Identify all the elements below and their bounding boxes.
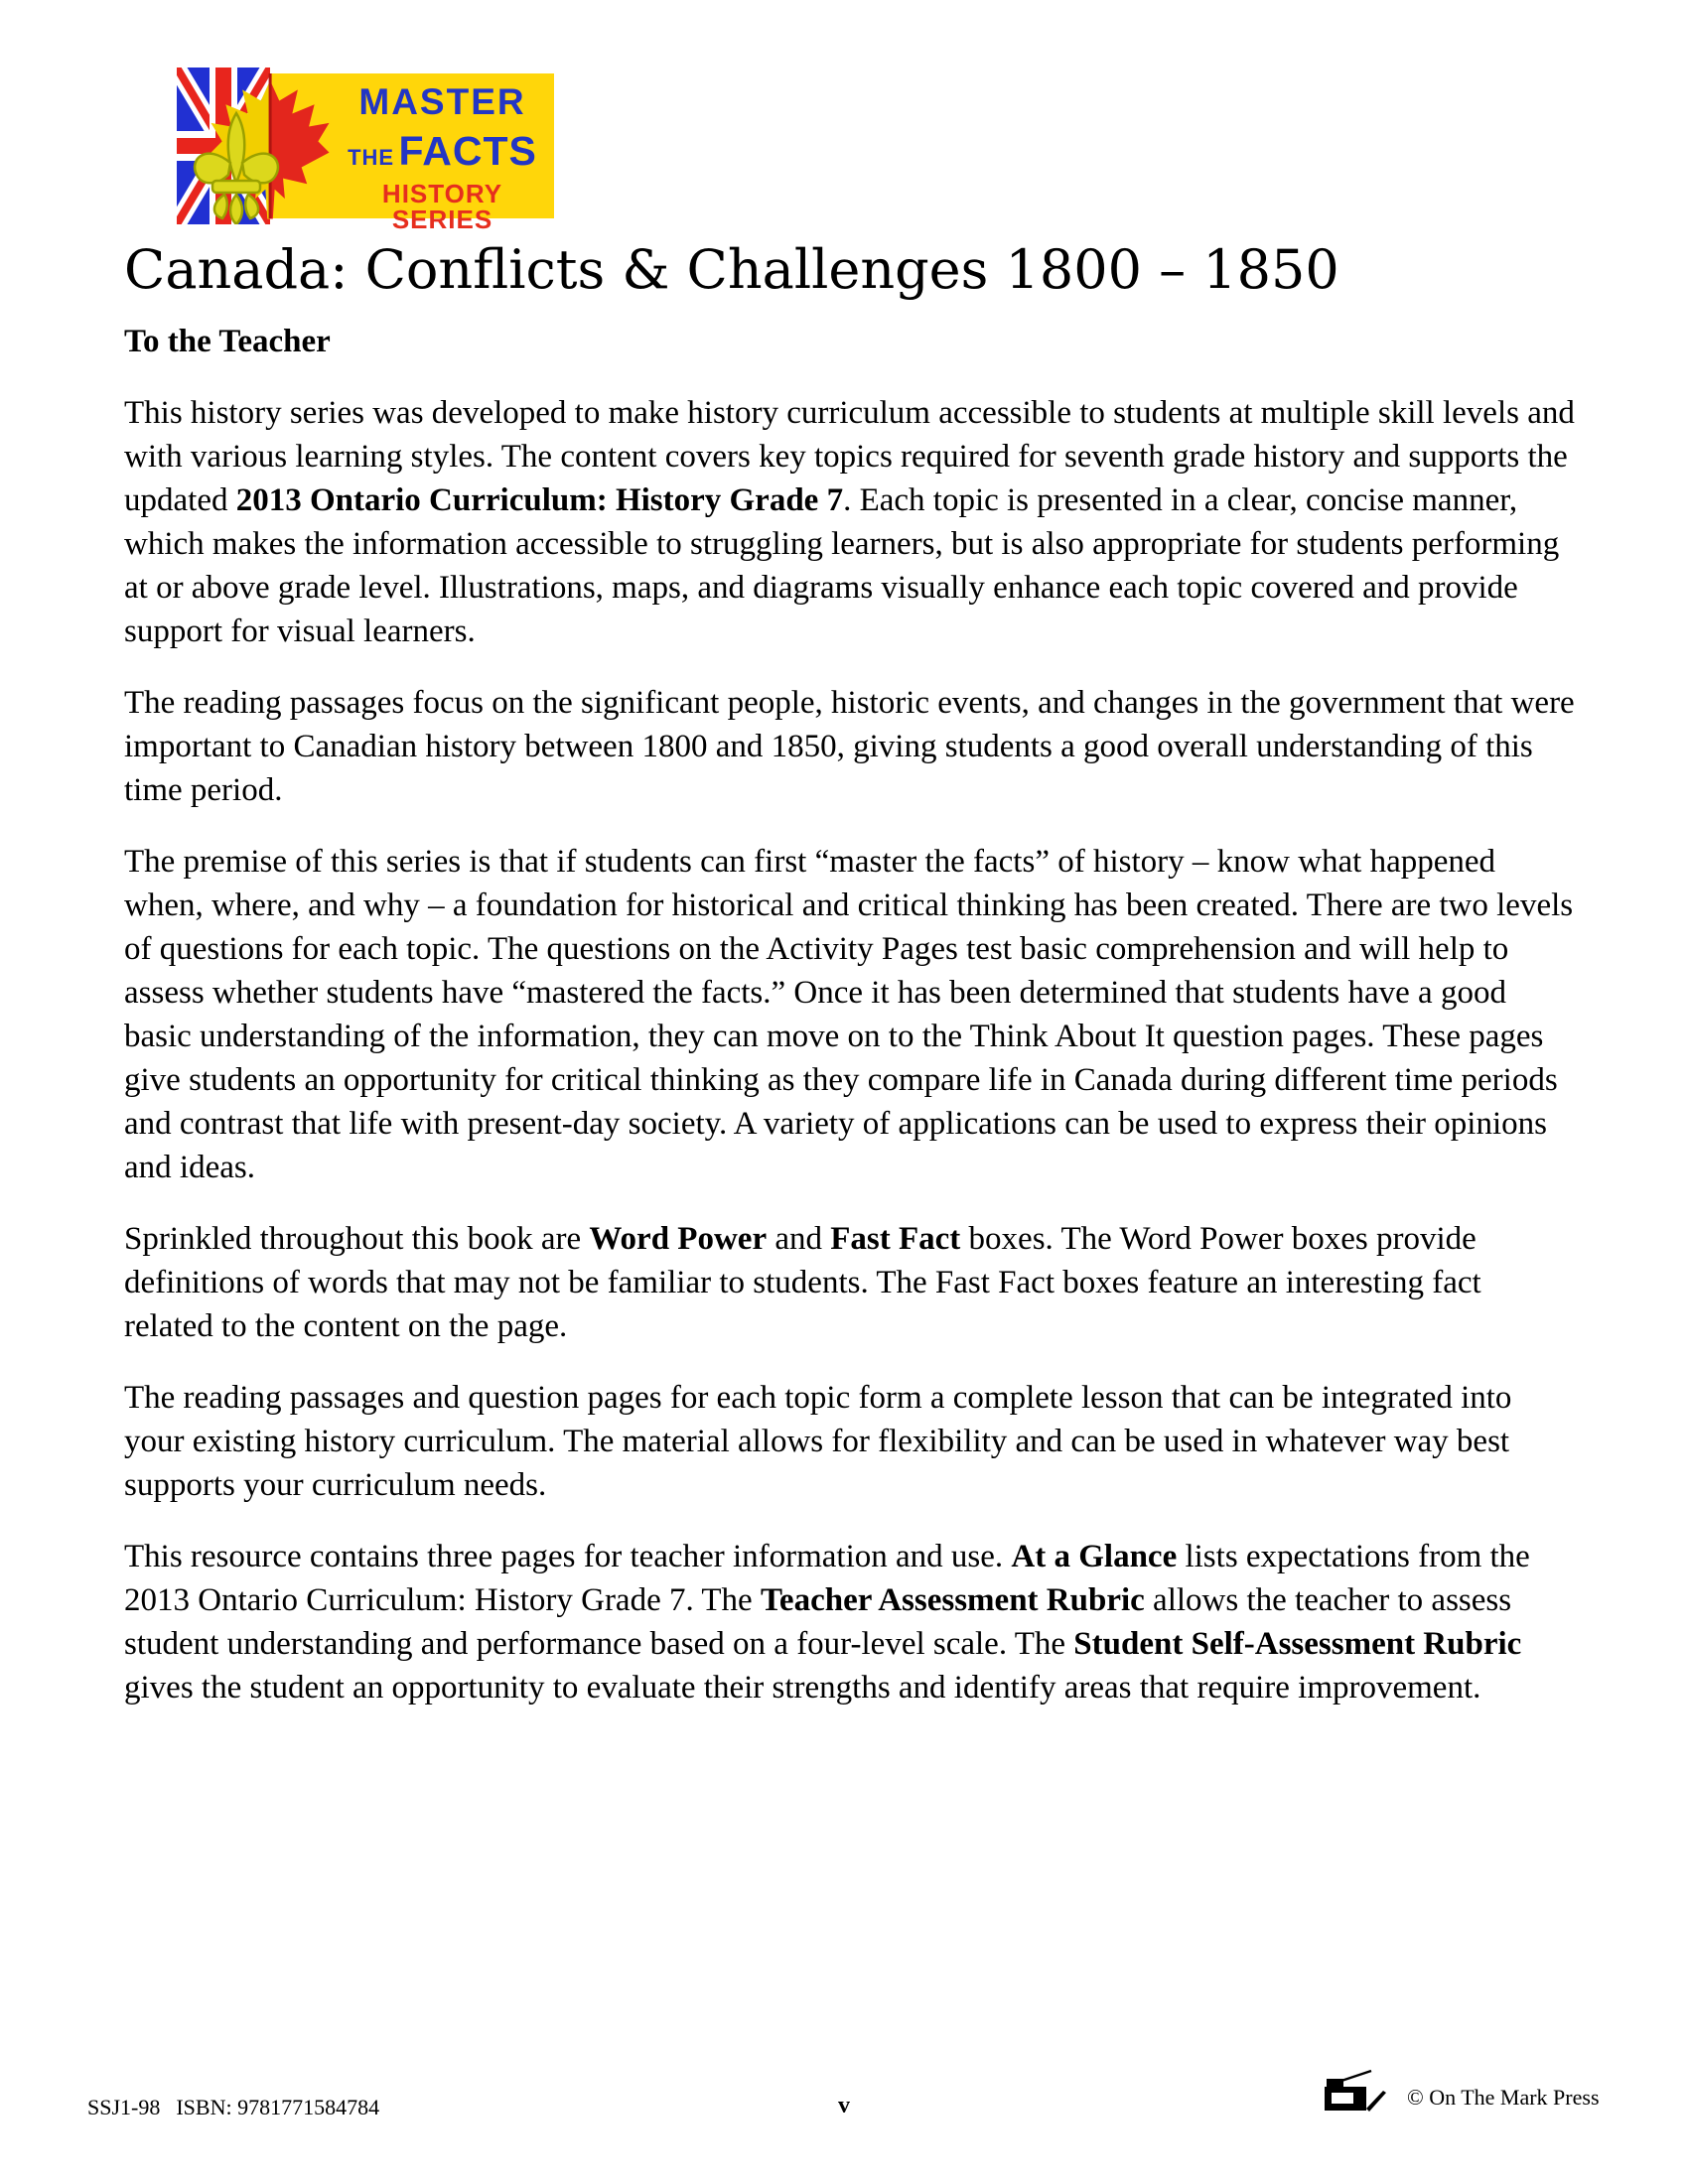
logo-wordmark (341, 77, 544, 232)
page-title: Canada: Conflicts & Challenges 1800 – 1850 (124, 238, 1339, 301)
master-the-facts-logo (177, 68, 554, 234)
section-heading: To the Teacher (124, 324, 331, 359)
body-text: allows the teacher to assess student understanding and performance based on a four-level scale. The (124, 1582, 1512, 1662)
body-text: . Each topic is presented in a clear, concise manner, which makes the information accessible to struggling learners, but is also appropriate for students performing at or above grade level. Illustrations, maps, and diagrams visually enhance each topic covered and provide support for visual learners. (124, 482, 1560, 649)
page-number: v (838, 2093, 850, 2118)
logo-line-master: MASTER (358, 81, 526, 122)
bold-text: 2013 Ontario Curriculum: History Grade 7 (235, 482, 844, 518)
paragraph (124, 1535, 1577, 1709)
paragraph (124, 840, 1577, 1189)
bold-text: Student Self-Assessment Rubric (1073, 1626, 1522, 1662)
body-text: The premise of this series is that if students can first “master the facts” of history – know what happened when, where, and why – a foundation for historical and critical thinking has been created. There are two levels of questions for each topic. The questions on the Activity Pages test basic comprehension and will help to assess whether students have “mastered the facts.” Once it has been determined that students have a good basic understanding of the information, they can move on to the Think About It question pages. These pages give students an opportunity for critical thinking as they compare life in Canada during different time periods and contrast that life with present-day society. A variety of applications can be used to express their opinions and ideas. (124, 844, 1574, 1185)
isbn: ISBN: 9781771584784 (176, 2095, 380, 2119)
copyright-text: © On The Mark Press (1407, 2085, 1600, 2110)
paragraph (124, 1376, 1577, 1507)
bold-text: Word Power (589, 1221, 768, 1257)
body-paragraphs (124, 391, 1577, 1709)
photocopier-icon (1324, 2067, 1389, 2115)
body-text: The reading passages and question pages for each topic form a complete lesson that can be integrated into your existing history curriculum. The material allows for flexibility and can be used in whatever way best supports your curriculum needs. (124, 1380, 1512, 1503)
body-text: This history series was developed to make history curriculum accessible to students at multiple skill levels and with various learning styles. The content covers key topics required for seventh grade history and supports the updated (124, 395, 1575, 518)
body-text: Sprinkled throughout this book are (124, 1221, 590, 1257)
bold-text: Teacher Assessment Rubric (760, 1582, 1145, 1618)
paragraph (124, 1217, 1577, 1348)
footer-right (1324, 2067, 1600, 2115)
body-text: This resource contains three pages for teacher information and use. (124, 1539, 1012, 1574)
product-code: SSJ1-98 (87, 2095, 161, 2119)
body-text: boxes. The Word Power boxes provide definitions of words that may not be familiar to students. The Fast Fact boxes feature an interesting fact related to the content on the page. (124, 1221, 1481, 1344)
paragraph (124, 681, 1577, 812)
logo-word-facts: FACTS (398, 128, 537, 174)
bold-text: Fast Fact (830, 1221, 961, 1257)
logo-line-the-facts (341, 128, 544, 174)
logo-word-the: THE (348, 145, 395, 170)
bold-text: At a Glance (1011, 1539, 1178, 1574)
body-text: and (767, 1221, 831, 1257)
body-text: gives the student an opportunity to evaluate their strengths and identify areas that require improvement. (124, 1670, 1481, 1706)
logo-line-history-series: HISTORY SERIES (381, 179, 503, 234)
body-text: The reading passages focus on the significant people, historic events, and changes in the government that were important to Canadian history between 1800 and 1850, giving students a good overall understanding of this time period. (124, 685, 1575, 808)
body-text: lists expectations from the 2013 Ontario Curriculum: History Grade 7. The (124, 1539, 1530, 1618)
paragraph (124, 391, 1577, 653)
